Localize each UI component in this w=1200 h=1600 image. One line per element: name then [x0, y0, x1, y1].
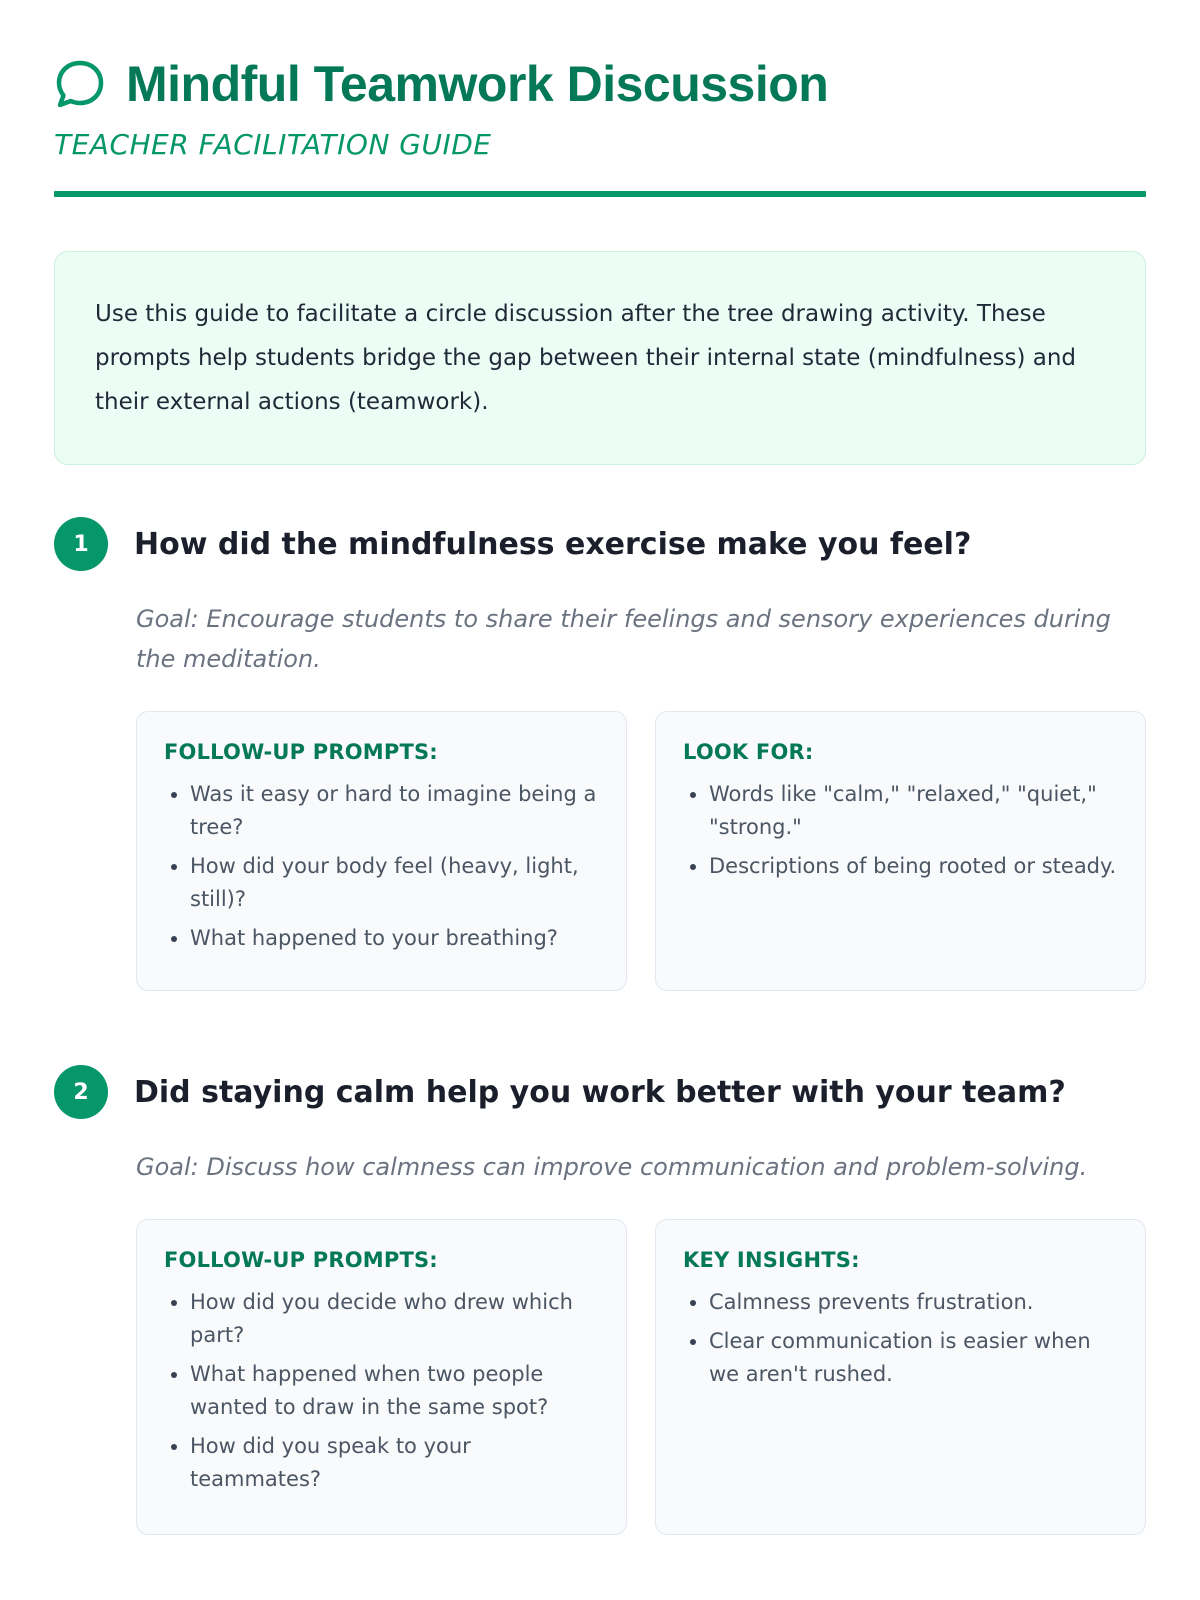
- card-heading: KEY INSIGHTS:: [683, 1248, 860, 1272]
- question-section-2: [54, 1065, 1146, 1535]
- list-item: • Descriptions of being rooted or steady.: [709, 850, 1117, 883]
- list-item: • How did you decide who drew which part?: [190, 1286, 598, 1352]
- card-heading: FOLLOW-UP PROMPTS:: [164, 740, 438, 764]
- list-item: • Was it easy or hard to imagine being a tree?: [190, 778, 598, 844]
- list-item: • What happened to your breathing?: [190, 922, 598, 955]
- card-list: [683, 1286, 1117, 1391]
- question-header: [54, 517, 1146, 571]
- look-for-card: [655, 711, 1146, 991]
- list-item: • Words like "calm," "relaxed," "quiet," "strong.": [709, 778, 1117, 844]
- question-goal: Goal: Discuss how calmness can improve communication and problem-solving.: [136, 1153, 1088, 1181]
- question-cards: [136, 1219, 1146, 1535]
- card-list: [164, 778, 598, 955]
- question-cards: [136, 711, 1146, 991]
- follow-up-prompts-card: [136, 1219, 627, 1535]
- question-number-badge: 1: [54, 517, 108, 571]
- card-heading: LOOK FOR:: [683, 740, 814, 764]
- list-item: • What happened when two people wanted to draw in the same spot?: [190, 1358, 598, 1424]
- question-title: Did staying calm help you work better with your team?: [134, 1074, 1066, 1110]
- list-item: • Calmness prevents frustration.: [709, 1286, 1117, 1319]
- key-insights-card: [655, 1219, 1146, 1535]
- card-list: [164, 1286, 598, 1496]
- question-section-1: [54, 517, 1146, 991]
- follow-up-prompts-card: [136, 711, 627, 991]
- card-list: [683, 778, 1117, 883]
- list-item: • How did you speak to your teammates?: [190, 1430, 598, 1496]
- page-subtitle: TEACHER FACILITATION GUIDE: [54, 128, 492, 161]
- question-body: [136, 1147, 1146, 1535]
- intro-box: Use this guide to facilitate a circle discussion after the tree drawing activity. These prompts help students bridge the gap between their internal state (mindfulness) and their external actions (teamwork).: [54, 251, 1146, 465]
- list-item: • How did your body feel (heavy, light, still)?: [190, 850, 598, 916]
- page-title: Mindful Teamwork Discussion: [126, 56, 829, 112]
- chat-bubble-icon: [54, 58, 106, 110]
- question-title: How did the mindfulness exercise make you feel?: [134, 526, 972, 562]
- question-number-badge: 2: [54, 1065, 108, 1119]
- page-header: [54, 54, 1146, 114]
- question-body: [136, 599, 1146, 991]
- question-goal: Goal: Encourage students to share their feelings and sensory experiences during the meditation.: [136, 605, 1111, 673]
- list-item: • Clear communication is easier when we aren't rushed.: [709, 1325, 1117, 1391]
- question-header: [54, 1065, 1146, 1119]
- card-heading: FOLLOW-UP PROMPTS:: [164, 1248, 438, 1272]
- header-divider: [54, 191, 1146, 197]
